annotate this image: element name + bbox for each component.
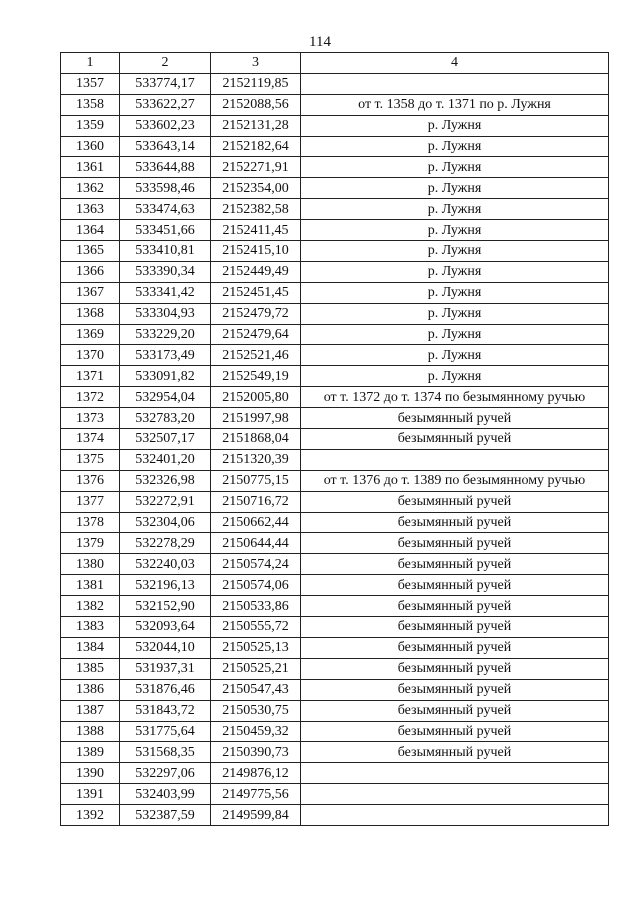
- cell-description: безымянный ручей: [301, 721, 609, 742]
- cell-description: безымянный ручей: [301, 491, 609, 512]
- header-point-number: 1: [61, 53, 120, 74]
- cell-y-coordinate: 2152005,80: [211, 387, 301, 408]
- cell-point-number: 1389: [61, 742, 120, 763]
- cell-point-number: 1383: [61, 617, 120, 638]
- table-row: [61, 658, 609, 679]
- cell-description: от т. 1358 до т. 1371 по р. Лужня: [301, 94, 609, 115]
- cell-description: р. Лужня: [301, 261, 609, 282]
- cell-point-number: 1360: [61, 136, 120, 157]
- cell-y-coordinate: 2150525,21: [211, 658, 301, 679]
- cell-point-number: 1365: [61, 241, 120, 262]
- cell-y-coordinate: 2150459,32: [211, 721, 301, 742]
- table-row: [61, 700, 609, 721]
- cell-point-number: 1386: [61, 679, 120, 700]
- cell-point-number: 1373: [61, 408, 120, 429]
- table-row: [61, 220, 609, 241]
- cell-point-number: 1359: [61, 115, 120, 136]
- cell-x-coordinate: 533643,14: [120, 136, 211, 157]
- cell-point-number: 1364: [61, 220, 120, 241]
- cell-y-coordinate: 2150716,72: [211, 491, 301, 512]
- table-row: [61, 637, 609, 658]
- cell-description: [301, 784, 609, 805]
- cell-x-coordinate: 531937,31: [120, 658, 211, 679]
- cell-y-coordinate: 2151320,39: [211, 449, 301, 470]
- cell-y-coordinate: 2152449,49: [211, 261, 301, 282]
- cell-x-coordinate: 532304,06: [120, 512, 211, 533]
- table-row: [61, 157, 609, 178]
- cell-point-number: 1369: [61, 324, 120, 345]
- table-row: [61, 282, 609, 303]
- cell-y-coordinate: 2150530,75: [211, 700, 301, 721]
- cell-x-coordinate: 532044,10: [120, 637, 211, 658]
- cell-description: безымянный ручей: [301, 554, 609, 575]
- table-row: [61, 679, 609, 700]
- cell-point-number: 1357: [61, 73, 120, 94]
- cell-point-number: 1391: [61, 784, 120, 805]
- cell-description: [301, 763, 609, 784]
- cell-point-number: 1377: [61, 491, 120, 512]
- table-row: [61, 575, 609, 596]
- cell-point-number: 1378: [61, 512, 120, 533]
- cell-y-coordinate: 2152549,19: [211, 366, 301, 387]
- cell-x-coordinate: 532297,06: [120, 763, 211, 784]
- cell-x-coordinate: 533598,46: [120, 178, 211, 199]
- cell-y-coordinate: 2150644,44: [211, 533, 301, 554]
- cell-point-number: 1368: [61, 303, 120, 324]
- cell-x-coordinate: 533774,17: [120, 73, 211, 94]
- table-row: [61, 554, 609, 575]
- cell-y-coordinate: 2150547,43: [211, 679, 301, 700]
- cell-description: р. Лужня: [301, 366, 609, 387]
- cell-description: безымянный ручей: [301, 742, 609, 763]
- cell-y-coordinate: 2152479,64: [211, 324, 301, 345]
- table-row: [61, 491, 609, 512]
- table-row: [61, 94, 609, 115]
- cell-y-coordinate: 2149876,12: [211, 763, 301, 784]
- cell-description: безымянный ручей: [301, 575, 609, 596]
- cell-description: безымянный ручей: [301, 679, 609, 700]
- cell-description: безымянный ручей: [301, 596, 609, 617]
- cell-point-number: 1363: [61, 199, 120, 220]
- cell-description: безымянный ручей: [301, 637, 609, 658]
- cell-y-coordinate: 2152131,28: [211, 115, 301, 136]
- cell-description: р. Лужня: [301, 157, 609, 178]
- cell-x-coordinate: 532403,99: [120, 784, 211, 805]
- table-row: [61, 199, 609, 220]
- table-row: [61, 470, 609, 491]
- cell-x-coordinate: 533410,81: [120, 241, 211, 262]
- cell-y-coordinate: 2150662,44: [211, 512, 301, 533]
- cell-description: р. Лужня: [301, 241, 609, 262]
- page-number: 114: [309, 34, 331, 50]
- cell-y-coordinate: 2149599,84: [211, 805, 301, 826]
- cell-point-number: 1361: [61, 157, 120, 178]
- cell-description: р. Лужня: [301, 199, 609, 220]
- table-row: [61, 408, 609, 429]
- cell-point-number: 1366: [61, 261, 120, 282]
- table-row: [61, 366, 609, 387]
- table-row: [61, 261, 609, 282]
- cell-x-coordinate: 532387,59: [120, 805, 211, 826]
- cell-y-coordinate: 2152119,85: [211, 73, 301, 94]
- cell-description: р. Лужня: [301, 220, 609, 241]
- table-row: [61, 596, 609, 617]
- cell-description: р. Лужня: [301, 282, 609, 303]
- table-row: [61, 533, 609, 554]
- table-row: [61, 303, 609, 324]
- cell-y-coordinate: 2152271,91: [211, 157, 301, 178]
- cell-x-coordinate: 532783,20: [120, 408, 211, 429]
- cell-point-number: 1392: [61, 805, 120, 826]
- cell-point-number: 1381: [61, 575, 120, 596]
- cell-x-coordinate: 531775,64: [120, 721, 211, 742]
- table-row: [61, 429, 609, 450]
- table-row: [61, 324, 609, 345]
- table-row: [61, 73, 609, 94]
- cell-x-coordinate: 532954,04: [120, 387, 211, 408]
- cell-point-number: 1367: [61, 282, 120, 303]
- cell-point-number: 1382: [61, 596, 120, 617]
- table-row: [61, 387, 609, 408]
- table-row: [61, 721, 609, 742]
- cell-x-coordinate: 533173,49: [120, 345, 211, 366]
- table-row: [61, 241, 609, 262]
- table-row: [61, 449, 609, 470]
- cell-description: безымянный ручей: [301, 512, 609, 533]
- cell-description: р. Лужня: [301, 324, 609, 345]
- table-row: [61, 136, 609, 157]
- cell-x-coordinate: 531876,46: [120, 679, 211, 700]
- cell-y-coordinate: 2152088,56: [211, 94, 301, 115]
- cell-x-coordinate: 533341,42: [120, 282, 211, 303]
- cell-x-coordinate: 533229,20: [120, 324, 211, 345]
- table-row: [61, 784, 609, 805]
- cell-description: безымянный ручей: [301, 658, 609, 679]
- cell-y-coordinate: 2150574,06: [211, 575, 301, 596]
- cell-y-coordinate: 2150775,15: [211, 470, 301, 491]
- cell-y-coordinate: 2150555,72: [211, 617, 301, 638]
- cell-point-number: 1372: [61, 387, 120, 408]
- cell-point-number: 1379: [61, 533, 120, 554]
- cell-x-coordinate: 531843,72: [120, 700, 211, 721]
- cell-point-number: 1385: [61, 658, 120, 679]
- cell-point-number: 1384: [61, 637, 120, 658]
- cell-x-coordinate: 533390,34: [120, 261, 211, 282]
- cell-x-coordinate: 533622,27: [120, 94, 211, 115]
- cell-x-coordinate: 533091,82: [120, 366, 211, 387]
- cell-y-coordinate: 2151997,98: [211, 408, 301, 429]
- cell-x-coordinate: 533602,23: [120, 115, 211, 136]
- cell-description: безымянный ручей: [301, 533, 609, 554]
- cell-description: [301, 449, 609, 470]
- cell-point-number: 1388: [61, 721, 120, 742]
- table-row: [61, 178, 609, 199]
- cell-description: [301, 73, 609, 94]
- cell-x-coordinate: 533474,63: [120, 199, 211, 220]
- cell-y-coordinate: 2152521,46: [211, 345, 301, 366]
- cell-description: безымянный ручей: [301, 429, 609, 450]
- cell-x-coordinate: 532326,98: [120, 470, 211, 491]
- table-row: [61, 345, 609, 366]
- cell-x-coordinate: 532272,91: [120, 491, 211, 512]
- cell-description: от т. 1372 до т. 1374 по безымянному ручью: [301, 387, 609, 408]
- header-description: 4: [301, 53, 609, 74]
- cell-description: безымянный ручей: [301, 408, 609, 429]
- header-y-coordinate: 3: [211, 53, 301, 74]
- cell-description: р. Лужня: [301, 178, 609, 199]
- cell-y-coordinate: 2150390,73: [211, 742, 301, 763]
- cell-y-coordinate: 2152451,45: [211, 282, 301, 303]
- table-row: [61, 742, 609, 763]
- cell-x-coordinate: 533304,93: [120, 303, 211, 324]
- cell-point-number: 1376: [61, 470, 120, 491]
- cell-y-coordinate: 2152411,45: [211, 220, 301, 241]
- cell-x-coordinate: 532401,20: [120, 449, 211, 470]
- cell-description: безымянный ручей: [301, 700, 609, 721]
- cell-point-number: 1362: [61, 178, 120, 199]
- cell-x-coordinate: 532093,64: [120, 617, 211, 638]
- cell-y-coordinate: 2150533,86: [211, 596, 301, 617]
- cell-description: безымянный ручей: [301, 617, 609, 638]
- cell-y-coordinate: 2152415,10: [211, 241, 301, 262]
- cell-description: р. Лужня: [301, 303, 609, 324]
- table-row: [61, 115, 609, 136]
- cell-description: р. Лужня: [301, 136, 609, 157]
- cell-y-coordinate: 2150525,13: [211, 637, 301, 658]
- cell-point-number: 1358: [61, 94, 120, 115]
- table-row: [61, 805, 609, 826]
- cell-y-coordinate: 2150574,24: [211, 554, 301, 575]
- cell-y-coordinate: 2152354,00: [211, 178, 301, 199]
- cell-point-number: 1387: [61, 700, 120, 721]
- coordinates-table: [60, 52, 609, 826]
- cell-x-coordinate: 532152,90: [120, 596, 211, 617]
- cell-y-coordinate: 2152182,64: [211, 136, 301, 157]
- table-row: [61, 763, 609, 784]
- cell-x-coordinate: 532240,03: [120, 554, 211, 575]
- cell-description: р. Лужня: [301, 345, 609, 366]
- cell-x-coordinate: 532507,17: [120, 429, 211, 450]
- cell-point-number: 1371: [61, 366, 120, 387]
- table-row: [61, 512, 609, 533]
- cell-y-coordinate: 2151868,04: [211, 429, 301, 450]
- cell-x-coordinate: 533644,88: [120, 157, 211, 178]
- cell-description: р. Лужня: [301, 115, 609, 136]
- cell-description: [301, 805, 609, 826]
- header-x-coordinate: 2: [120, 53, 211, 74]
- table-header-row: [61, 53, 609, 74]
- cell-x-coordinate: 532196,13: [120, 575, 211, 596]
- cell-point-number: 1370: [61, 345, 120, 366]
- cell-description: от т. 1376 до т. 1389 по безымянному ручью: [301, 470, 609, 491]
- cell-y-coordinate: 2152479,72: [211, 303, 301, 324]
- cell-x-coordinate: 531568,35: [120, 742, 211, 763]
- cell-point-number: 1374: [61, 429, 120, 450]
- cell-point-number: 1380: [61, 554, 120, 575]
- table-body: [61, 73, 609, 825]
- cell-point-number: 1390: [61, 763, 120, 784]
- cell-point-number: 1375: [61, 449, 120, 470]
- cell-y-coordinate: 2152382,58: [211, 199, 301, 220]
- cell-y-coordinate: 2149775,56: [211, 784, 301, 805]
- cell-x-coordinate: 533451,66: [120, 220, 211, 241]
- cell-x-coordinate: 532278,29: [120, 533, 211, 554]
- table-row: [61, 617, 609, 638]
